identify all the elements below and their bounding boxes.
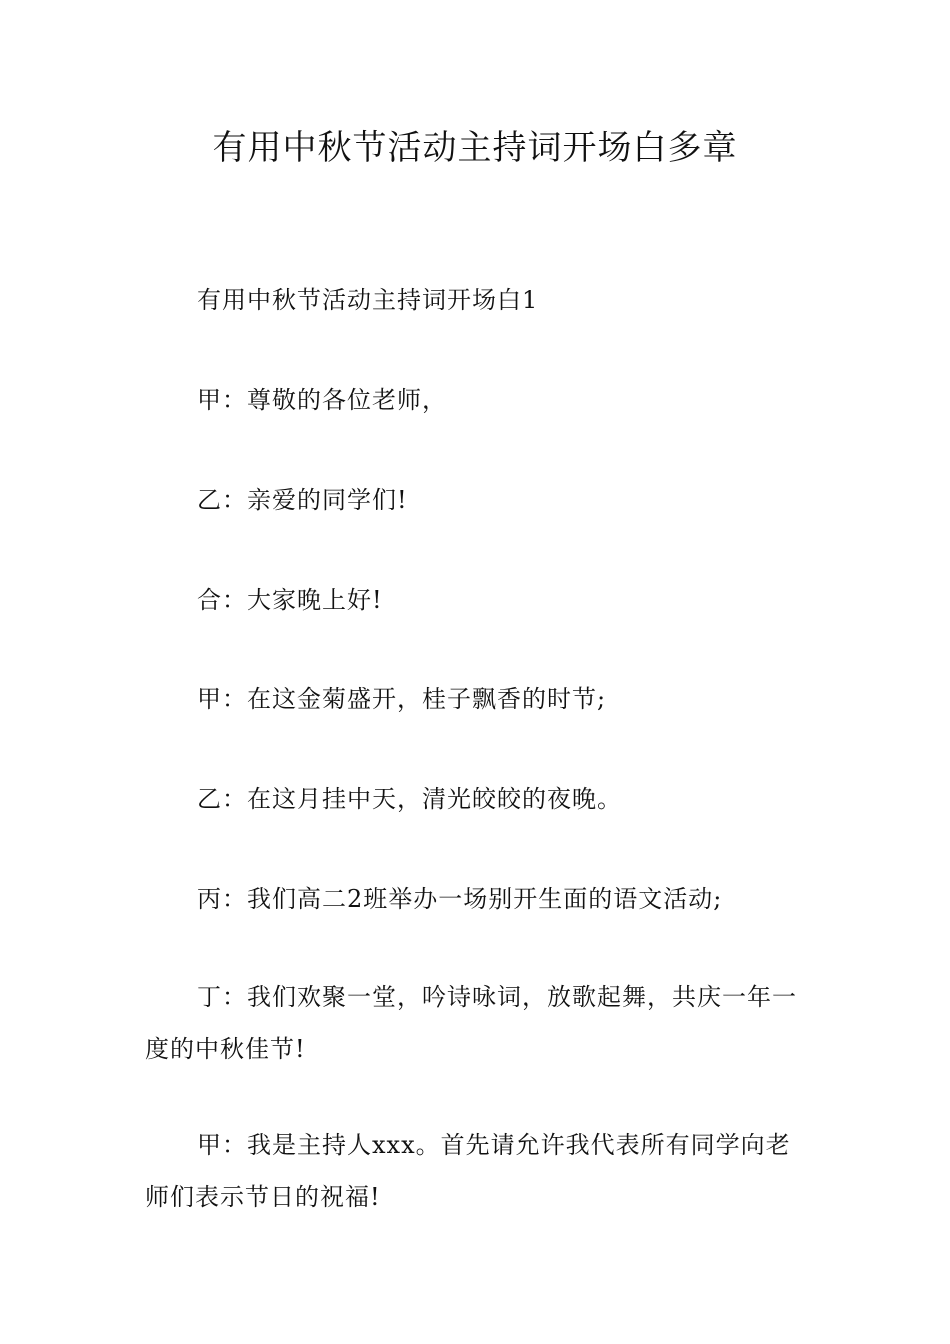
paragraph-line: 甲：我是主持人xxx。首先请允许我代表所有同学向老师们表示节日的祝福! — [145, 1131, 791, 1211]
paragraph-line: 丙：我们高二2班举办一场别开生面的语文活动; — [197, 885, 723, 913]
paragraph-line: 乙：在这月挂中天，清光皎皎的夜晚。 — [197, 785, 622, 813]
paragraph-line: 甲：尊敬的各位老师， — [197, 386, 447, 414]
paragraph-line: 合：大家晚上好! — [197, 586, 383, 614]
paragraph-line: 甲：在这金菊盛开，桂子飘香的时节; — [197, 685, 607, 713]
document-title: 有用中秋节活动主持词开场白多章 — [212, 128, 738, 168]
paragraph-line: 乙：亲爱的同学们! — [197, 486, 408, 514]
paragraph-line: 丁：我们欢聚一堂，吟诗咏词，放歌起舞，共庆一年一度的中秋佳节! — [145, 983, 797, 1063]
paragraph-section-heading: 有用中秋节活动主持词开场白1 — [197, 286, 539, 314]
